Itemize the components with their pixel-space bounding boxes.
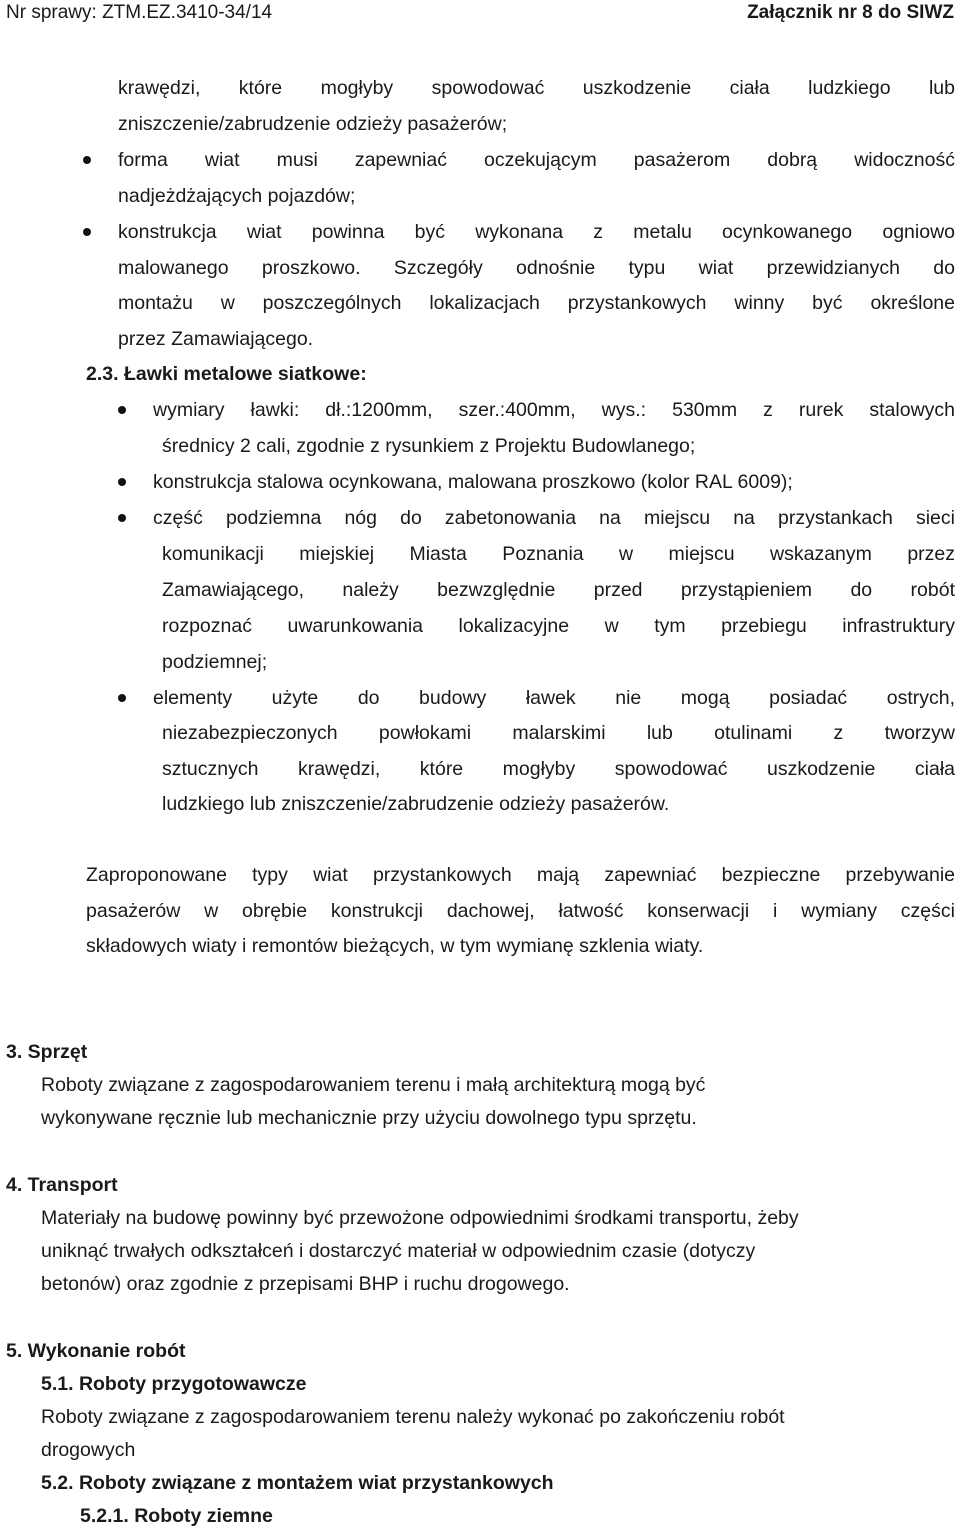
section-heading: 4. Transport: [6, 1174, 118, 1196]
page-header: [0, 0, 960, 30]
list-item-line: forma wiat musi zapewniać oczekującym pasażerom dobrą widoczność: [118, 149, 955, 171]
bullet-icon: [118, 694, 126, 702]
list-item-line: Zamawiającego, należy bezwzględnie przed przystąpieniem do robót: [162, 579, 955, 601]
paragraph-line: Zaproponowane typy wiat przystankowych mają zapewniać bezpieczne przebywanie: [86, 864, 955, 886]
paragraph-line: betonów) oraz zgodnie z przepisami BHP i ruchu drogowego.: [41, 1273, 570, 1295]
paragraph-line: uniknąć trwałych odkształceń i dostarczyć materiał w odpowiednim czasie (dotyczy: [41, 1240, 756, 1262]
section-heading: 5. Wykonanie robót: [6, 1340, 186, 1362]
list-item-line: średnicy 2 cali, zgodnie z rysunkiem z Projektu Budowlanego;: [162, 435, 696, 457]
list-continuation-line: krawędzi, które mogłyby spowodować uszkodzenie ciała ludzkiego lub: [118, 77, 955, 99]
list-item-line: ludzkiego lub zniszczenie/zabrudzenie odzieży pasażerów.: [162, 793, 670, 815]
list-item-line: montażu w poszczególnych lokalizacjach przystankowych winny być określone: [118, 292, 955, 314]
list-item-line: konstrukcja stalowa ocynkowana, malowana proszkowo (kolor RAL 6009);: [153, 471, 793, 493]
paragraph-line: pasażerów w obrębie konstrukcji dachowej, łatwość konserwacji i wymiany części: [86, 900, 955, 922]
list-item-line: przez Zamawiającego.: [118, 328, 314, 350]
paragraph-line: drogowych: [41, 1439, 136, 1461]
list-item-line: podziemnej;: [162, 651, 268, 673]
section-heading: 2.3. Ławki metalowe siatkowe:: [86, 363, 367, 385]
list-item-line: malowanego proszkowo. Szczegóły odnośnie typu wiat przewidzianych do: [118, 257, 955, 279]
list-item-line: sztucznych krawędzi, które mogłyby spowodować uszkodzenie ciała: [162, 758, 955, 780]
paragraph-line: składowych wiaty i remontów bieżących, w tym wymianę szklenia wiaty.: [86, 935, 704, 957]
bullet-icon: [118, 478, 126, 486]
list-item-line: niezabezpieczonych powłokami malarskimi lub otulinami z tworzyw: [162, 722, 955, 744]
attachment-label: Załącznik nr 8 do SIWZ: [747, 2, 954, 23]
list-continuation-line: zniszczenie/zabrudzenie odzieży pasażerów;: [118, 113, 508, 135]
paragraph-line: Materiały na budowę powinny być przewożone odpowiednimi środkami transportu, żeby: [41, 1207, 799, 1229]
bullet-icon: [118, 406, 126, 414]
paragraph-line: wykonywane ręcznie lub mechanicznie przy użyciu dowolnego typu sprzętu.: [41, 1107, 697, 1129]
bullet-icon: [83, 228, 91, 236]
list-item-line: nadjeżdżających pojazdów;: [118, 185, 356, 207]
subsection-heading: 5.2. Roboty związane z montażem wiat przystankowych: [41, 1472, 554, 1494]
subsection-heading: 5.1. Roboty przygotowawcze: [41, 1373, 307, 1395]
paragraph-line: Roboty związane z zagospodarowaniem terenu należy wykonać po zakończeniu robót: [41, 1406, 785, 1428]
bullet-icon: [83, 156, 91, 164]
list-item-line: elementy użyte do budowy ławek nie mogą posiadać ostrych,: [153, 687, 955, 709]
list-item-line: wymiary ławki: dł.:1200mm, szer.:400mm, wys.: 530mm z rurek stalowych: [153, 399, 955, 421]
bullet-icon: [118, 514, 126, 522]
case-number: Nr sprawy: ZTM.EZ.3410-34/14: [6, 2, 273, 23]
list-item-line: konstrukcja wiat powinna być wykonana z metalu ocynkowanego ogniowo: [118, 221, 955, 243]
paragraph-line: Roboty związane z zagospodarowaniem terenu i małą architekturą mogą być: [41, 1074, 706, 1096]
list-item-line: rozpoznać uwarunkowania lokalizacyjne w tym przebiegu infrastruktury: [162, 615, 955, 637]
list-item-line: komunikacji miejskiej Miasta Poznania w miejscu wskazanym przez: [162, 543, 955, 565]
subsection-heading: 5.2.1. Roboty ziemne: [80, 1505, 273, 1527]
section-heading: 3. Sprzęt: [6, 1041, 88, 1063]
list-item-line: część podziemna nóg do zabetonowania na miejscu na przystankach sieci: [153, 507, 955, 529]
